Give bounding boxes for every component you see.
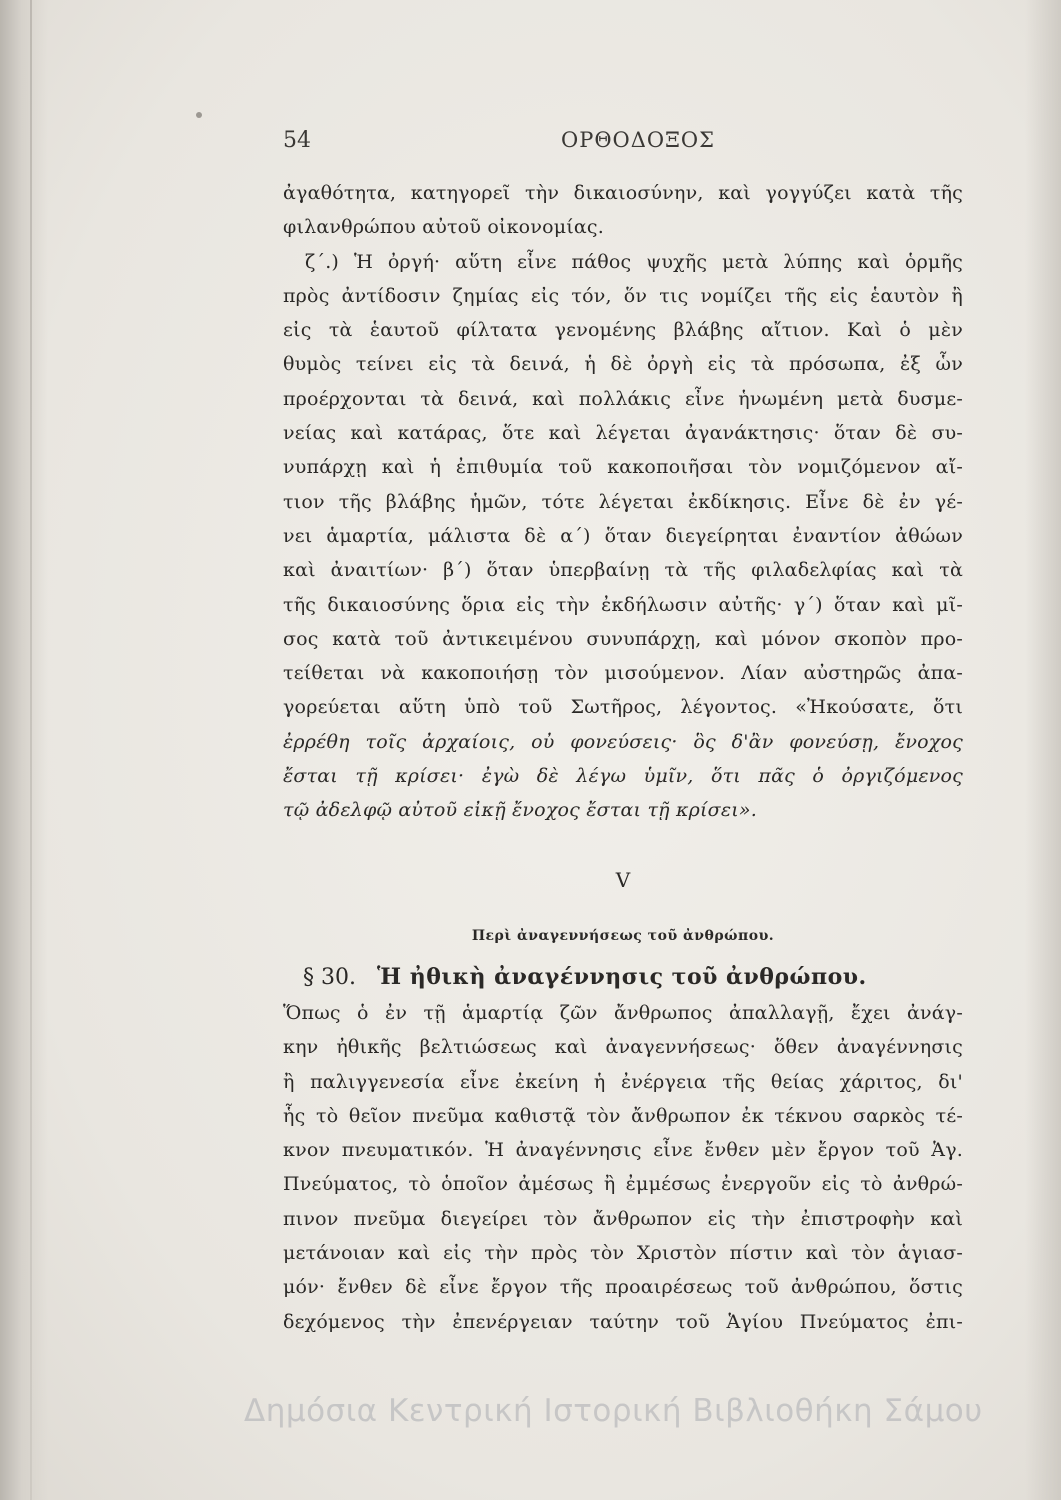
paragraph-title: Ἡ ἠθικὴ ἀναγέννησις τοῦ ἀνθρώπου. [376,964,867,990]
text-line: γορεύεται αὕτη ὑπὸ τοῦ Σωτῆρος, λέγοντος. «Ἠκούσατε, ὅτι [283,696,963,719]
paragraph-heading [303,958,963,996]
text-line: μόν· ἔνθεν δὲ εἶνε ἔργον τῆς προαιρέσεως τοῦ ἀνθρώπου, ὅστις [283,1276,963,1299]
binding-shadow [0,0,48,1500]
section-subtitle: Περὶ ἀναγεννήσεως τοῦ ἀνθρώπου. [471,928,775,944]
section-numeral: V [615,868,631,892]
quote-line: ἐρρέθη τοῖς ἀρχαίοις, οὐ φονεύσεις· ὃς δ'ἂν φονεύσῃ, ἔνοχος [283,730,963,753]
text-line: πρὸς ἀντίδοσιν ζημίας εἰς τόν, ὅν τις νομίζει τῆς εἰς ἑαυτὸν ἢ [283,284,963,307]
page-header [283,128,963,158]
text-line: Πνεύματος, τὸ ὁποῖον ἀμέσως ἢ ἐμμέσως ἐνεργοῦν εἰς τὸ ἀνθρώ- [283,1173,963,1196]
library-watermark: Δημόσια Κεντρική Ιστορική Βιβλιοθήκη Σάμου [244,1393,983,1429]
text-line: ἧς τὸ θεῖον πνεῦμα καθιστᾷ τὸν ἄνθρωπον ἐκ τέκνου σαρκὸς τέ- [283,1104,963,1127]
text-line: δεχόμενος τὴν ἐπενέργειαν ταύτην τοῦ Ἁγίου Πνεύματος ἐπι- [283,1310,963,1333]
edge-shadow [1025,0,1061,1500]
text-line: ἢ παλιγγενεσία εἶνε ἐκείνη ἡ ἐνέργεια τῆς θείας χάριτος, δι' [283,1070,963,1093]
body-text [283,176,963,828]
text-line: εἰς τὰ ἑαυτοῦ φίλτατα γενομένης βλάβης αἴτιον. Καὶ ὁ μὲν [283,319,963,342]
paragraph-number: § 30. [303,965,356,990]
text-line: ἀγαθότητα, κατηγορεῖ τὴν δικαιοσύνην, καὶ γογγύζει κατὰ τῆς [283,182,963,204]
text-line: τῆς δικαιοσύνης ὅρια εἰς τὴν ἐκδήλωσιν αὐτῆς· γ΄) ὅταν καὶ μῖ- [283,593,963,616]
text-line: κην ἠθικῆς βελτιώσεως καὶ ἀναγεννήσεως· ὅθεν ἀναγέννησις [283,1036,963,1059]
text-line: πινον πνεῦμα διεγείρει τὸν ἄνθρωπον εἰς τὴν ἐπιστροφὴν καὶ [283,1207,963,1230]
quote-line: ἔσται τῇ κρίσει· ἐγὼ δὲ λέγω ὑμῖν, ὅτι πᾶς ὁ ὀργιζόμενος [283,765,963,788]
text-line: κνον πνευματικόν. Ἡ ἀναγέννησις εἶνε ἔνθεν μὲν ἔργον τοῦ Ἁγ. [283,1139,963,1162]
page-number: 54 [283,128,311,153]
text-line: μετάνοιαν καὶ εἰς τὴν πρὸς τὸν Χριστὸν πίστιν καὶ τὸν ἁγιασ- [283,1242,963,1265]
running-title: ΟΡΘΟΔΟΞΟΣ [560,128,715,152]
text-line: ζ΄.) Ἡ ὀργή· αὕτη εἶνε πάθος ψυχῆς μετὰ λύπης καὶ ὁρμῆς [305,250,963,273]
quote-line: τῷ ἀδελφῷ αὐτοῦ εἰκῇ ἔνοχος ἔσται τῇ κρίσει». [283,799,757,822]
text-line: καὶ ἀναιτίων· β΄) ὅταν ὑπερβαίνῃ τὰ τῆς φιλαδελφίας καὶ τὰ [283,559,963,582]
body-text-2 [283,996,963,1339]
text-line: θυμὸς τείνει εἰς τὰ δεινά, ἡ δὲ ὀργὴ εἰς τὰ πρόσωπα, ἐξ ὧν [283,353,963,376]
text-line: φιλανθρώπου αὐτοῦ οἰκονομίας. [283,216,605,239]
text-line: νείας καὶ κατάρας, ὅτε καὶ λέγεται ἀγανάκτησις· ὅταν δὲ συ- [283,422,963,445]
text-line: Ὅπως ὁ ἐν τῇ ἁμαρτίᾳ ζῶν ἄνθρωπος ἀπαλλαγῇ, ἔχει ἀνάγ- [283,1002,963,1024]
page-edge [30,0,32,1500]
text-line: νυπάρχῃ καὶ ἡ ἐπιθυμία τοῦ κακοποιῆσαι τὸν νομιζόμενον αἴ- [283,456,963,479]
text-line: τείθεται νὰ κακοποιήσῃ τὸν μισούμενον. Λίαν αὐστηρῶς ἀπα- [283,662,963,685]
text-line: νει ἁμαρτία, μάλιστα δὲ α΄) ὅταν διεγείρηται ἐναντίον ἀθώων [283,524,963,547]
text-line: προέρχονται τὰ δεινά, καὶ πολλάκις εἶνε ἡνωμένη μετὰ δυσμε- [283,387,963,410]
paper-speck [196,112,202,118]
text-line: τιον τῆς βλάβης ἡμῶν, τότε λέγεται ἐκδίκησις. Εἶνε δὲ ἐν γέ- [283,490,963,513]
text-line: σος κατὰ τοῦ ἀντικειμένου συνυπάρχῃ, καὶ μόνον σκοπὸν προ- [283,627,963,650]
